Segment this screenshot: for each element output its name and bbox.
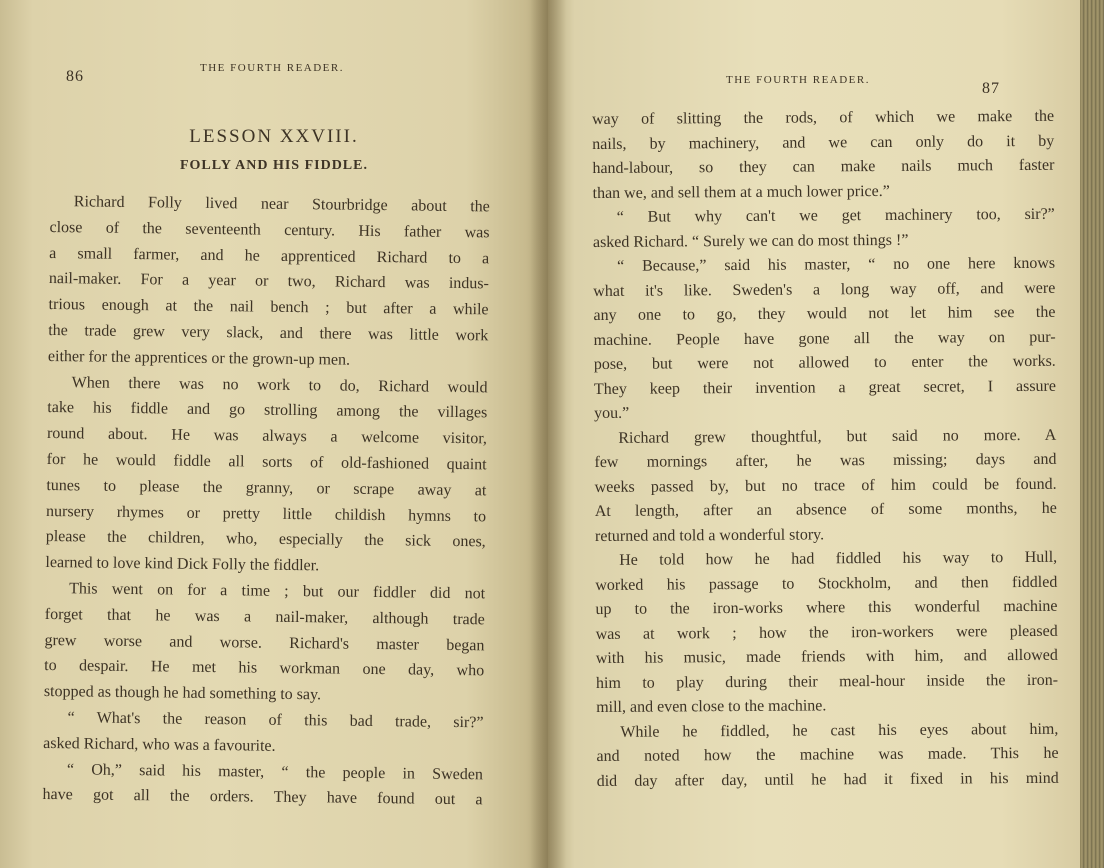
lesson-subtitle: FOLLY AND HIS FIDDLE. bbox=[179, 158, 368, 173]
text-line: was at work ; how the iron-workers were pleased bbox=[595, 622, 1058, 643]
text-line: close of the seventeenth century. His father was bbox=[49, 218, 490, 242]
running-head: THE FOURTH READER. bbox=[726, 74, 870, 86]
text-line: did day after day, until he had it fixed in his mind bbox=[596, 769, 1059, 790]
text-line: He told how he had fiddled his way to Hull, bbox=[619, 548, 1058, 569]
text-line: nail-maker. For a year or two, Richard was indus- bbox=[48, 270, 489, 293]
text-line: When there was no work to do, Richard would bbox=[71, 373, 488, 396]
text-line: have got all the orders. They have found out a bbox=[42, 786, 483, 809]
page-number: 86 bbox=[66, 68, 84, 85]
text-line: Richard Folly lived near Stourbridge about the bbox=[73, 193, 490, 216]
text-line: for he would fiddle all sorts of old-fashioned quaint bbox=[46, 450, 487, 474]
page-edges bbox=[1080, 0, 1104, 868]
text-line: “ Because,” said his master, “ no one here knows bbox=[617, 254, 1056, 275]
text-line: “ What's the reason of this bad trade, sir?” bbox=[67, 709, 484, 732]
text-line: forget that he was a nail-maker, although trade bbox=[44, 605, 485, 629]
text-line: pose, but were not allowed to enter the works. bbox=[593, 352, 1056, 373]
text-line: few mornings after, he was missing; days and bbox=[594, 450, 1057, 471]
text-line: While he fiddled, he cast his eyes about him, bbox=[620, 720, 1059, 741]
right-page-text bbox=[592, 105, 1059, 794]
page-number: 87 bbox=[982, 80, 1000, 97]
text-line: nursery rhymes or pretty little childish hymns to bbox=[45, 502, 487, 525]
text-line: They keep their invention a great secret, I assure bbox=[593, 377, 1057, 398]
text-line: worked his passage to Stockholm, and then fiddled bbox=[595, 573, 1058, 594]
text-line: mill, and even close to the machine. bbox=[596, 697, 827, 716]
text-line: stopped as though he had something to say. bbox=[43, 683, 322, 704]
text-line: you.” bbox=[594, 404, 630, 422]
text-line: nails, by machinery, and we can only do it by bbox=[592, 132, 1055, 153]
left-page bbox=[0, 0, 548, 868]
text-line: learned to love kind Dick Folly the fiddler. bbox=[45, 554, 320, 575]
text-line: weeks passed by, but no trace of him could be found. bbox=[594, 475, 1057, 496]
text-line: with his music, made friends with him, and allowed bbox=[595, 646, 1058, 667]
text-line: trious enough at the nail bench ; but after a while bbox=[48, 296, 489, 319]
text-line: This went on for a time ; but our fiddler did not bbox=[69, 580, 486, 603]
text-line: a small farmer, and he apprenticed Richard to a bbox=[49, 244, 490, 267]
text-line: round about. He was always a welcome visitor, bbox=[46, 425, 488, 448]
text-line: way of slitting the rods, of which we make the bbox=[592, 107, 1055, 128]
text-line: any one to go, they would not let him see the bbox=[593, 303, 1056, 324]
text-line: At length, after an absence of some months, he bbox=[594, 499, 1057, 520]
text-line: asked Richard, who was a favourite. bbox=[43, 734, 276, 755]
text-line: “ Oh,” said his master, “ the people in Sweden bbox=[66, 760, 483, 783]
running-head: THE FOURTH READER. bbox=[200, 62, 344, 74]
text-line: the trade grew very slack, and there was little work bbox=[48, 321, 489, 345]
text-line: to despair. He met his workman one day, who bbox=[44, 657, 485, 680]
text-line: tunes to please the granny, or scrape away at bbox=[46, 476, 487, 500]
text-line: asked Richard. “ Surely we can do most things !” bbox=[592, 231, 909, 251]
text-line: Richard grew thoughtful, but said no more. A bbox=[618, 426, 1057, 447]
text-line: than we, and sell them at a much lower price.” bbox=[592, 182, 890, 202]
text-line: and noted how the machine was made. This he bbox=[596, 744, 1059, 765]
right-page bbox=[548, 0, 1080, 868]
left-page-text bbox=[42, 190, 490, 814]
text-line: grew worse and worse. Richard's master began bbox=[44, 631, 485, 654]
text-line: returned and told a wonderful story. bbox=[594, 525, 825, 545]
text-line: what it's like. Sweden's a long way off, and were bbox=[593, 279, 1056, 300]
text-line: take his fiddle and go strolling among the villages bbox=[47, 399, 488, 422]
lesson-title: LESSON XXVIII. bbox=[189, 126, 359, 147]
text-line: “ But why can't we get machinery too, sir?” bbox=[616, 205, 1055, 226]
text-line: him to play during their meal-hour inside the iron- bbox=[595, 671, 1059, 692]
text-line: please the children, who, especially the sick ones, bbox=[45, 528, 486, 551]
text-line: hand-labour, so they can make nails much faster bbox=[592, 156, 1055, 177]
text-line: up to the iron-works where this wonderful machine bbox=[595, 597, 1058, 618]
text-line: machine. People have gone all the way on pur- bbox=[593, 328, 1056, 349]
text-line: either for the apprentices or the grown-up men. bbox=[47, 347, 351, 369]
